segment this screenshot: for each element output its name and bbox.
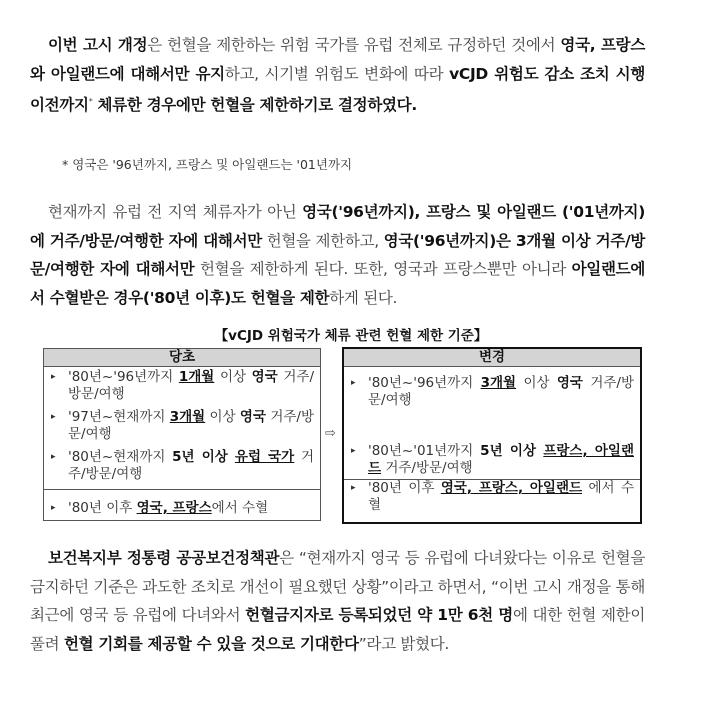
paragraph-quote bbox=[30, 544, 645, 658]
text: 이상 bbox=[205, 409, 240, 425]
text: '97년~현재까지 bbox=[68, 409, 170, 425]
text: 거주/방문/여행 bbox=[68, 449, 314, 482]
text: '80년~'96년까지 bbox=[68, 369, 179, 385]
text-bold: 영국, 프랑스와 아일랜드에 대해서만 유지 bbox=[30, 36, 645, 83]
text: 이상 bbox=[516, 375, 557, 391]
text-bold: 보건복지부 정통령 공공보건정책관 bbox=[48, 549, 280, 567]
text: 영국, 프랑스 bbox=[136, 500, 212, 516]
text: 은 헌혈을 제한하는 위험 국가를 유럽 전체로 규정하던 것에서 bbox=[147, 36, 561, 54]
text: '80년 이후 bbox=[68, 500, 137, 516]
text-bold: 헌혈 기회를 제공할 수 있을 것으로 기대한다 bbox=[63, 634, 359, 653]
text: 은 “현재까지 영국 등 유럽에 다녀왔다는 이유로 헌혈을 금지하던 기준은 과도한 조치로 개선이 필요했던 상황”이라고 하면서, “이번 고시 개정을 통해 최근에 영국 등 유럽에 다녀와서 bbox=[30, 549, 645, 624]
text-bold: 아일랜드에서 수혈받은 경우('80년 이후)도 헌혈을 제한 bbox=[30, 260, 645, 307]
text: 5년 이상 bbox=[480, 443, 544, 459]
paragraph-revision-summary bbox=[30, 31, 645, 120]
arrow-right-icon: ⇨ bbox=[325, 426, 336, 441]
table-before bbox=[43, 348, 321, 521]
text: '80년~현재까지 bbox=[68, 449, 173, 465]
text: '80년~'01년까지 bbox=[368, 443, 481, 459]
text-bold: 영국('96년까지), 프랑스 및 아일랜드 ('01년까지)에 거주/방문/여행한 자에 대해서만 bbox=[30, 203, 646, 250]
text: ”라고 밝혔다. bbox=[358, 634, 450, 653]
text: 5년 이상 bbox=[172, 449, 235, 465]
text-bold: 체류한 경우에만 헌혈을 제한하기로 결정하였다. bbox=[92, 96, 417, 115]
text: 거주/방문/여행 bbox=[68, 409, 314, 442]
text: 이상 bbox=[214, 369, 252, 385]
table-title: 【vCJD 위험국가 체류 관련 헌혈 제한 기준】 bbox=[214, 328, 488, 344]
text: '80년 이후 bbox=[368, 480, 441, 496]
text-bold: 헌혈금지자로 등록되었던 약 1만 6천 명 bbox=[245, 606, 513, 624]
list-item bbox=[344, 443, 640, 477]
text: 영국, 프랑스, 아일랜드 bbox=[440, 480, 583, 496]
paragraph-details bbox=[30, 198, 645, 312]
text: 헌혈을 제한하고, bbox=[261, 231, 384, 250]
list-item bbox=[44, 500, 320, 517]
text: 하게 된다. bbox=[329, 288, 398, 307]
text: 거주/방문/여행 bbox=[381, 460, 473, 476]
text: 3개월 bbox=[169, 409, 206, 425]
list-item bbox=[44, 369, 320, 403]
text: 에 대한 헌혈 제한이 풀려 bbox=[30, 606, 645, 653]
text: 영국 bbox=[251, 369, 278, 385]
after-header: 변경 bbox=[344, 349, 640, 367]
table-after bbox=[342, 347, 642, 524]
list-item bbox=[344, 480, 640, 514]
text-bold: 영국('96년까지)은 3개월 이상 거주/방문/여행한 자에 대해서만 bbox=[30, 231, 645, 278]
list-item bbox=[344, 375, 640, 409]
text: 에서 수혈 bbox=[368, 480, 634, 513]
text: 유럽 국가 bbox=[234, 449, 295, 465]
text-bold: 이번 고시 개정 bbox=[48, 36, 148, 54]
list-item bbox=[44, 409, 320, 443]
text: 영국 bbox=[556, 375, 583, 391]
text: 현재까지 유럽 전 지역 체류자가 아닌 bbox=[48, 203, 303, 221]
footnote-marker: * bbox=[88, 97, 93, 106]
text: 에서 수혈 bbox=[211, 500, 269, 516]
footnote: * 영국은 '96년까지, 프랑스 및 아일랜드는 '01년까지 bbox=[62, 157, 353, 172]
text: 거주/방문/여행 bbox=[368, 375, 635, 408]
text-bold: vCJD 위험도 감소 조치 시행 이전까지 bbox=[30, 64, 646, 115]
before-header: 당초 bbox=[44, 349, 320, 367]
text: 1개월 bbox=[178, 369, 215, 385]
text: 영국 bbox=[239, 409, 267, 425]
text: 프랑스, 아일랜드 bbox=[368, 443, 635, 476]
text: 3개월 bbox=[480, 375, 517, 391]
text: 헌혈을 제한하게 된다. 또한, 영국과 프랑스뿐만 아니라 bbox=[194, 260, 572, 278]
text: 거주/방문/여행 bbox=[68, 369, 315, 402]
text: '80년~'96년까지 bbox=[368, 375, 481, 391]
list-item bbox=[44, 449, 320, 483]
text: 하고, 시기별 위험도 변화에 따라 bbox=[224, 64, 450, 83]
